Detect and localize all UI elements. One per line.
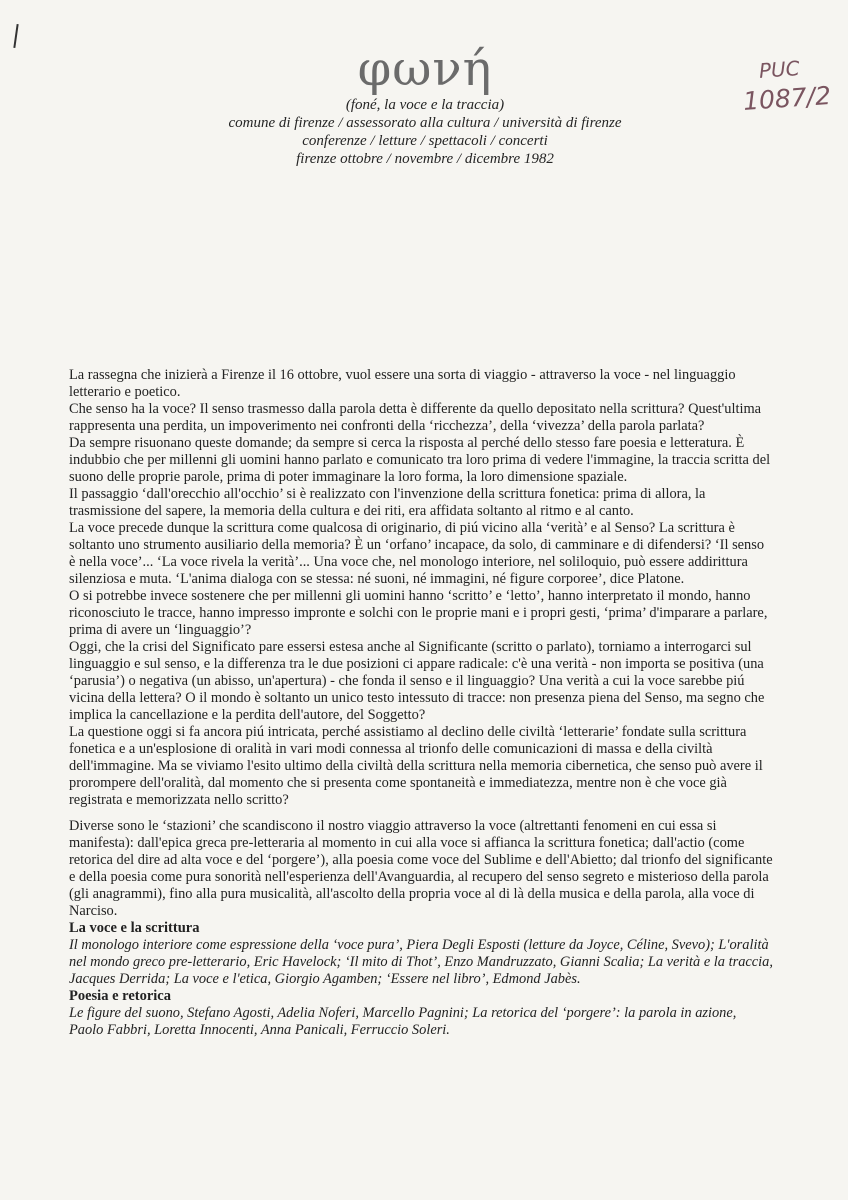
body-paragraph: Da sempre risuonano queste domande; da sempre si cerca la risposta al perché dello stesso fare poesia e letteratura. È indubbio che per millenni gli uomini hanno parlato e comunicato tra loro prima di vedere l'immagine, la traccia scritta del suono delle proprie parole, prima di poter immaginare la loro forma, la loro dimensione spaziale. [69, 435, 771, 485]
document-header [190, 42, 660, 168]
body-paragraph: Che senso ha la voce? Il senso trasmesso dalla parola detta è differente da quello depositato nella scrittura? Quest'ultima rappresenta una perdita, un impoverimento nei confronti della ‘ricchezza’, della ‘vivezza’ della parola parlata? [69, 401, 762, 434]
body-paragraph: Oggi, che la crisi del Significato pare essersi estesa anche al Significante (scritto o parlato), torniamo a interrogarci sul linguaggio e sul senso, e la differenza tra le due posizioni ci appare radicale: c'è una verità - non importa se positiva (una ‘parusia’) o negativa (un abisso, un'apertura) - che fonda il senso e il linguaggio? Una verità a cui la voce sarebbe piú vicina della lettera? O il mondo è soltanto un unico testo intessuto di tracce: non presenza piena del Senso, ma segno che implica la cancellazione e la perdita dell'autore, del Soggetto? [69, 639, 765, 723]
section-text: Le figure del suono, Stefano Agosti, Adelia Noferi, Marcello Pagnini; La retorica del ‘porgere’: la parola in azione, Paolo Fabbri, Loretta Innocenti, Anna Panicali, Ferruccio Soleri. [69, 1005, 737, 1038]
organizer-line: comune di firenze / assessorato alla cultura / università di firenze [228, 115, 622, 131]
fone-logo: φωνή [357, 41, 493, 97]
section-title: La voce e la scrittura [69, 920, 200, 936]
corner-handwritten-mark [13, 24, 18, 48]
body-paragraph: Diverse sono le ‘stazioni’ che scandiscono il nostro viaggio attraverso la voce (altrettanti fenomeni en cui essa si manifesta): dall'epica greca pre-letteraria al momento in cui alla voce si affianca la scrittura fonetica; dall'actio (come retorica del dire ad alta voce e del ‘porgere’), alla poesia come voce del Sublime e dell'Abietto; dal trionfo del significante e della poesia come pura sonorità nell'esperienza dell'Avanguardia, al recupero del senso segreto e misterioso della parola (gli anagrammi), fino alla pura musicalità, all'ascolto della propria voce al di là della musica e della parola, alla voce di Narciso. [69, 818, 773, 919]
body-paragraph: La questione oggi si fa ancora piú intricata, perché assistiamo al declino delle civiltà ‘letterarie’ fondate sulla scrittura fonetica e a un'esplosione di oralità in vari modi connessa al trionfo delle comunicazioni di massa e della civiltà dell'immagine. Ma se viviamo l'esito ultimo della civiltà della scrittura nella memoria cibernetica, che senso può avere il prorompere dell'oralità, dal momento che si presenta come spontaneità e immediatezza, mentre non è che voce già registrata e memorizzata nello scritto? [69, 724, 763, 808]
body-paragraph: O si potrebbe invece sostenere che per millenni gli uomini hanno ‘scritto’ e ‘letto’, hanno interpretato il mondo, hanno riconosciuto le tracce, hanno impresso impronte e solchi con le proprie mani e i propri gesti, ‘prima’ d'imparare a parlare, prima di avere un ‘linguaggio’? [69, 588, 768, 638]
body-paragraph: Il passaggio ‘dall'orecchio all'occhio’ si è realizzato con l'invenzione della scrittura fonetica: prima di allora, la trasmissione del sapere, la memoria della cultura e dei riti, era affidata soltanto al ritmo e al canto. [69, 486, 706, 519]
archive-handwritten-mark [740, 51, 832, 117]
archive-number: 1087/2 [742, 80, 832, 116]
document-subtitle: (foné, la voce e la traccia) [345, 97, 505, 113]
body-paragraph: La rassegna che inizierà a Firenze il 16 ottobre, vuol essere una sorta di viaggio - attraverso la voce - nel linguaggio letterario e poetico. [69, 367, 736, 400]
paragraph-gap [69, 809, 774, 818]
document-body [69, 367, 774, 1039]
body-paragraph: La voce precede dunque la scrittura come qualcosa di originario, di piú vicino alla ‘verità’ e al Senso? La scrittura è soltanto uno strumento ausiliario della memoria? È un ‘orfano’ incapace, da solo, di camminare e di difendersi? ‘Il senso è nella voce’... ‘La voce rivela la verità’... Una voce che, nel monologo interiore, nel soliloquio, può essere addirittura silenziosa e muta. ‘L'anima dialoga con se stessa: né suoni, né immagini, né figure corporee’, dice Platone. [69, 520, 765, 587]
archive-code: PUC [758, 56, 801, 83]
section-title: Poesia e retorica [69, 988, 171, 1004]
event-types-line: conferenze / letture / spettacoli / concerti [302, 133, 548, 149]
section-text: Il monologo interiore come espressione della ‘voce pura’, Piera Degli Esposti (letture da Joyce, Céline, Svevo); L'oralità nel mondo greco pre-letterario, Eric Havelock; ‘Il mito di Thot’, Enzo Mandruzzato, Gianni Scalia; La verità e la traccia, Jacques Derrida; La voce e l'etica, Giorgio Agamben; ‘Essere nel libro’, Edmond Jabès. [69, 937, 773, 987]
event-dates-line: firenze ottobre / novembre / dicembre 1982 [296, 151, 554, 167]
